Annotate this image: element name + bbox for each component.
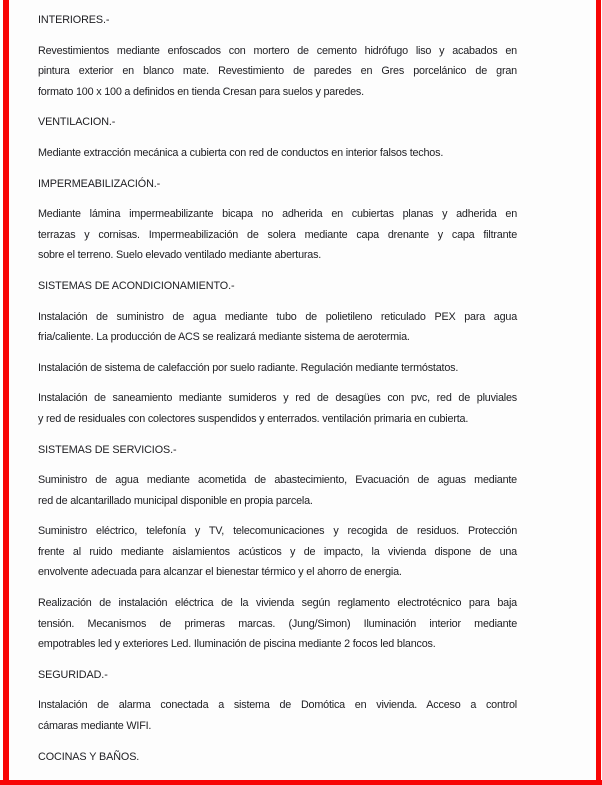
text-line: Mediante lámina impermeabilizante bicapa no adherida en cubiertas planas y adherida en [38,208,517,221]
text-line: Mediante extracción mecánica a cubierta con red de conductos en interior falsos techos. [38,146,444,159]
red-border-bottom [0,780,602,785]
text-line: frente al ruido mediante aislamientos acústicos y de impacto, la vivienda dispone de una [38,545,517,558]
paragraph [38,470,517,511]
paragraph [38,521,517,583]
paragraph [38,388,517,429]
paragraph [38,41,517,103]
text-line: Revestimientos mediante enfoscados con mortero de cemento hidrófugo liso y acabados en [38,44,517,57]
section [38,174,517,266]
text-line: Realización de instalación eléctrica de la vivienda según reglamento electrotécnico para baja [38,597,517,610]
section-heading: SISTEMAS DE SERVICIOS.- [38,443,177,456]
section [38,112,517,163]
text-line: Suministro de agua mediante acometida de abastecimiento, Evacuación de aguas mediante [38,474,517,487]
text-line: terrazas y cornisas. Impermeabilización de solera mediante capa drenante y capa filtrante [38,228,517,241]
section-heading: INTERIORES.- [38,14,110,26]
text-line: red de alcantarillado municipal disponible en propia parcela. [38,494,313,507]
section [38,747,517,768]
section-heading: SISTEMAS DE ACONDICIONAMIENTO.- [38,279,235,292]
document-content [38,10,517,777]
text-line: formato 100 x 100 a definidos en tienda Cresan para suelos y paredes. [38,85,364,98]
text-line: Instalación de saneamiento mediante sumideros y red de desagües con pvc, red de pluviales [38,392,517,405]
section-heading: VENTILACION.- [38,116,116,129]
red-border-right [596,0,601,781]
paragraph [38,358,517,379]
section [38,10,517,102]
section [38,440,517,655]
text-line: Instalación de sistema de calefacción por suelo radiante. Regulación mediante termóstatos. [38,361,459,374]
section-heading: SEGURIDAD.- [38,668,108,681]
text-line: tensión. Mecanismos de primeras marcas. (Jung/Simon) Iluminación interior mediante [38,617,517,630]
text-line: Instalación de suministro de agua mediante tubo de polietileno reticulado PEX para agua [38,310,517,323]
paragraph [38,593,517,655]
section [38,665,517,737]
text-line: Instalación de alarma conectada a sistema de Domótica en vivienda. Acceso a control [38,699,517,712]
paragraph [38,204,517,266]
text-line: y red de residuales con colectores suspendidos y enterrados. ventilación primaria en cubierta. [38,412,469,425]
section-heading: IMPERMEABILIZACIÓN.- [38,177,161,190]
text-line: fria/caliente. La producción de ACS se realizará mediante sistema de aerotermia. [38,331,410,344]
paragraph [38,307,517,348]
text-line: envolvente adecuada para alcanzar el bienestar térmico y el ahorro de energia. [38,566,402,579]
text-line: pintura exterior en blanco mate. Revestimiento de paredes en Gres porcelánico de gran [38,65,517,78]
paragraph [38,695,517,736]
text-line: sobre el terreno. Suelo elevado ventilado mediante aberturas. [38,249,322,262]
red-border-left [3,0,9,781]
text-line: Suministro eléctrico, telefonía y TV, telecomunicaciones y recogida de residuos. Protección [38,525,517,538]
text-line: cámaras mediante WIFI. [38,720,152,733]
paragraph [38,143,517,164]
text-line: empotrables led y exteriores Led. Iluminación de piscina mediante 2 focos led blancos. [38,638,436,651]
section-heading: COCINAS Y BAÑOS. [38,750,140,763]
section [38,276,517,430]
